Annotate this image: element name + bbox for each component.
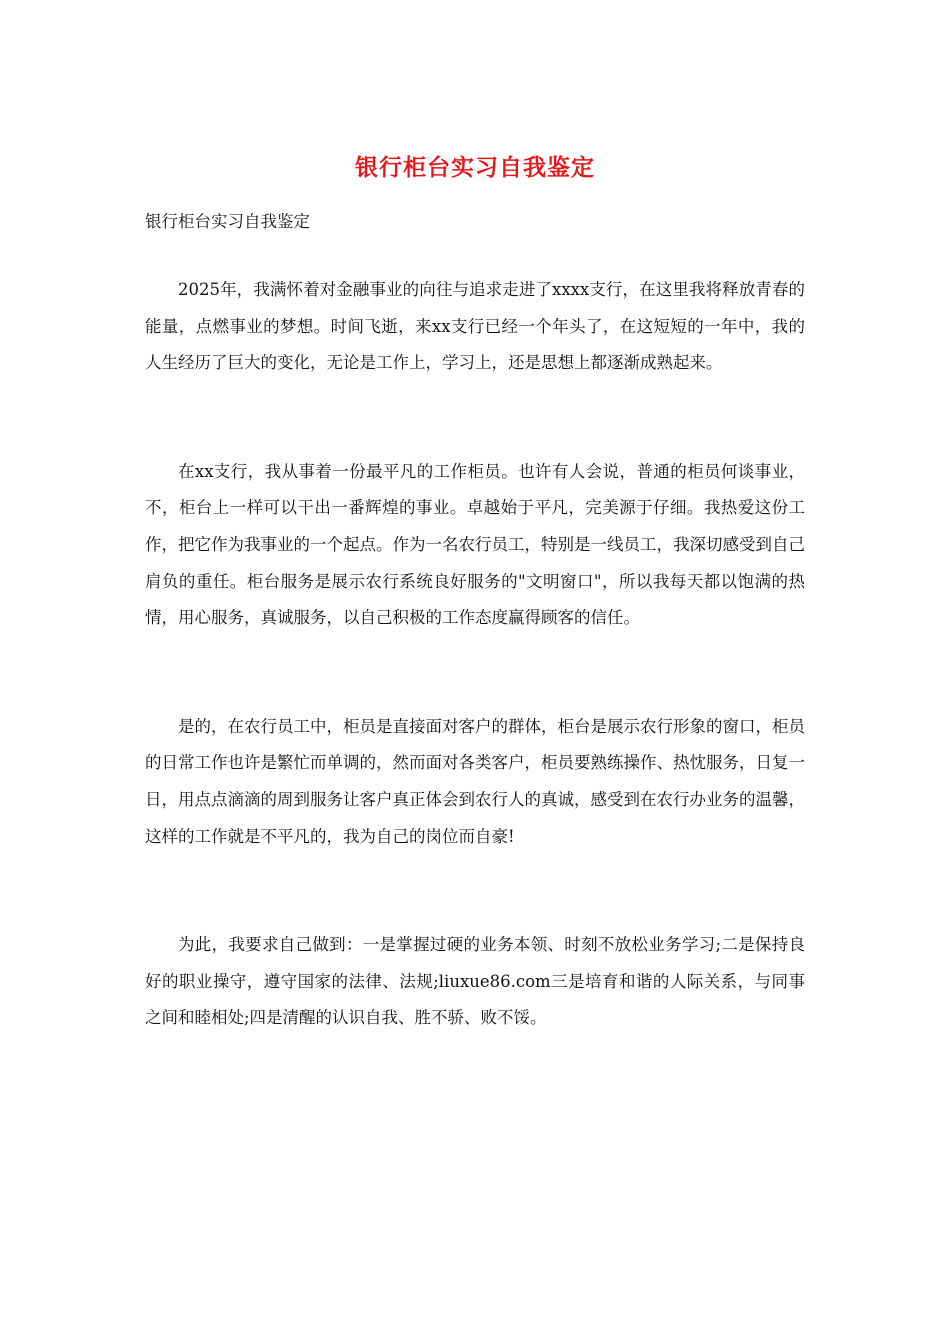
paragraph-4: 为此，我要求自己做到：一是掌握过硬的业务本领、时刻不放松业务学习;二是保持良好的职业操守，遵守国家的法律、法规;liuxue86.com三是培育和谐的人际关系，与同事之间和睦相处;四是清醒的认识自我、胜不骄、败不馁。 xyxy=(145,935,805,1028)
paragraph-1: 2025年，我满怀着对金融事业的向往与追求走进了xxxx支行，在这里我将释放青春的能量，点燃事业的梦想。时间飞逝，来xx支行已经一个年头了，在这短短的一年中，我的人生经历了巨大的变化，无论是工作上，学习上，还是思想上都逐渐成熟起来。 xyxy=(145,280,805,373)
document-title: 银行柜台实习自我鉴定 xyxy=(355,154,595,181)
document-page xyxy=(145,150,805,1109)
paragraph-3: 是的，在农行员工中，柜员是直接面对客户的群体，柜台是展示农行形象的窗口，柜员的日常工作也许是繁忙而单调的，然而面对各类客户，柜员要熟练操作、热忱服务，日复一日，用点点滴滴的周到服务让客户真正体会到农行人的真诚，感受到在农行办业务的温馨，这样的工作就是不平凡的，我为自己的岗位而自豪! xyxy=(145,716,805,846)
paragraph-2: 在xx支行，我从事着一份最平凡的工作柜员。也许有人会说，普通的柜员何谈事业，不，柜台上一样可以干出一番辉煌的事业。卓越始于平凡，完美源于仔细。我热爱这份工作，把它作为我事业的一个起点。作为一名农行员工，特别是一线员工，我深切感受到自己肩负的重任。柜台服务是展示农行系统良好服务的"文明窗口"，所以我每天都以饱满的热情，用心服务，真诚服务，以自己积极的工作态度赢得顾客的信任。 xyxy=(145,461,805,628)
document-subtitle: 银行柜台实习自我鉴定 xyxy=(145,212,310,231)
